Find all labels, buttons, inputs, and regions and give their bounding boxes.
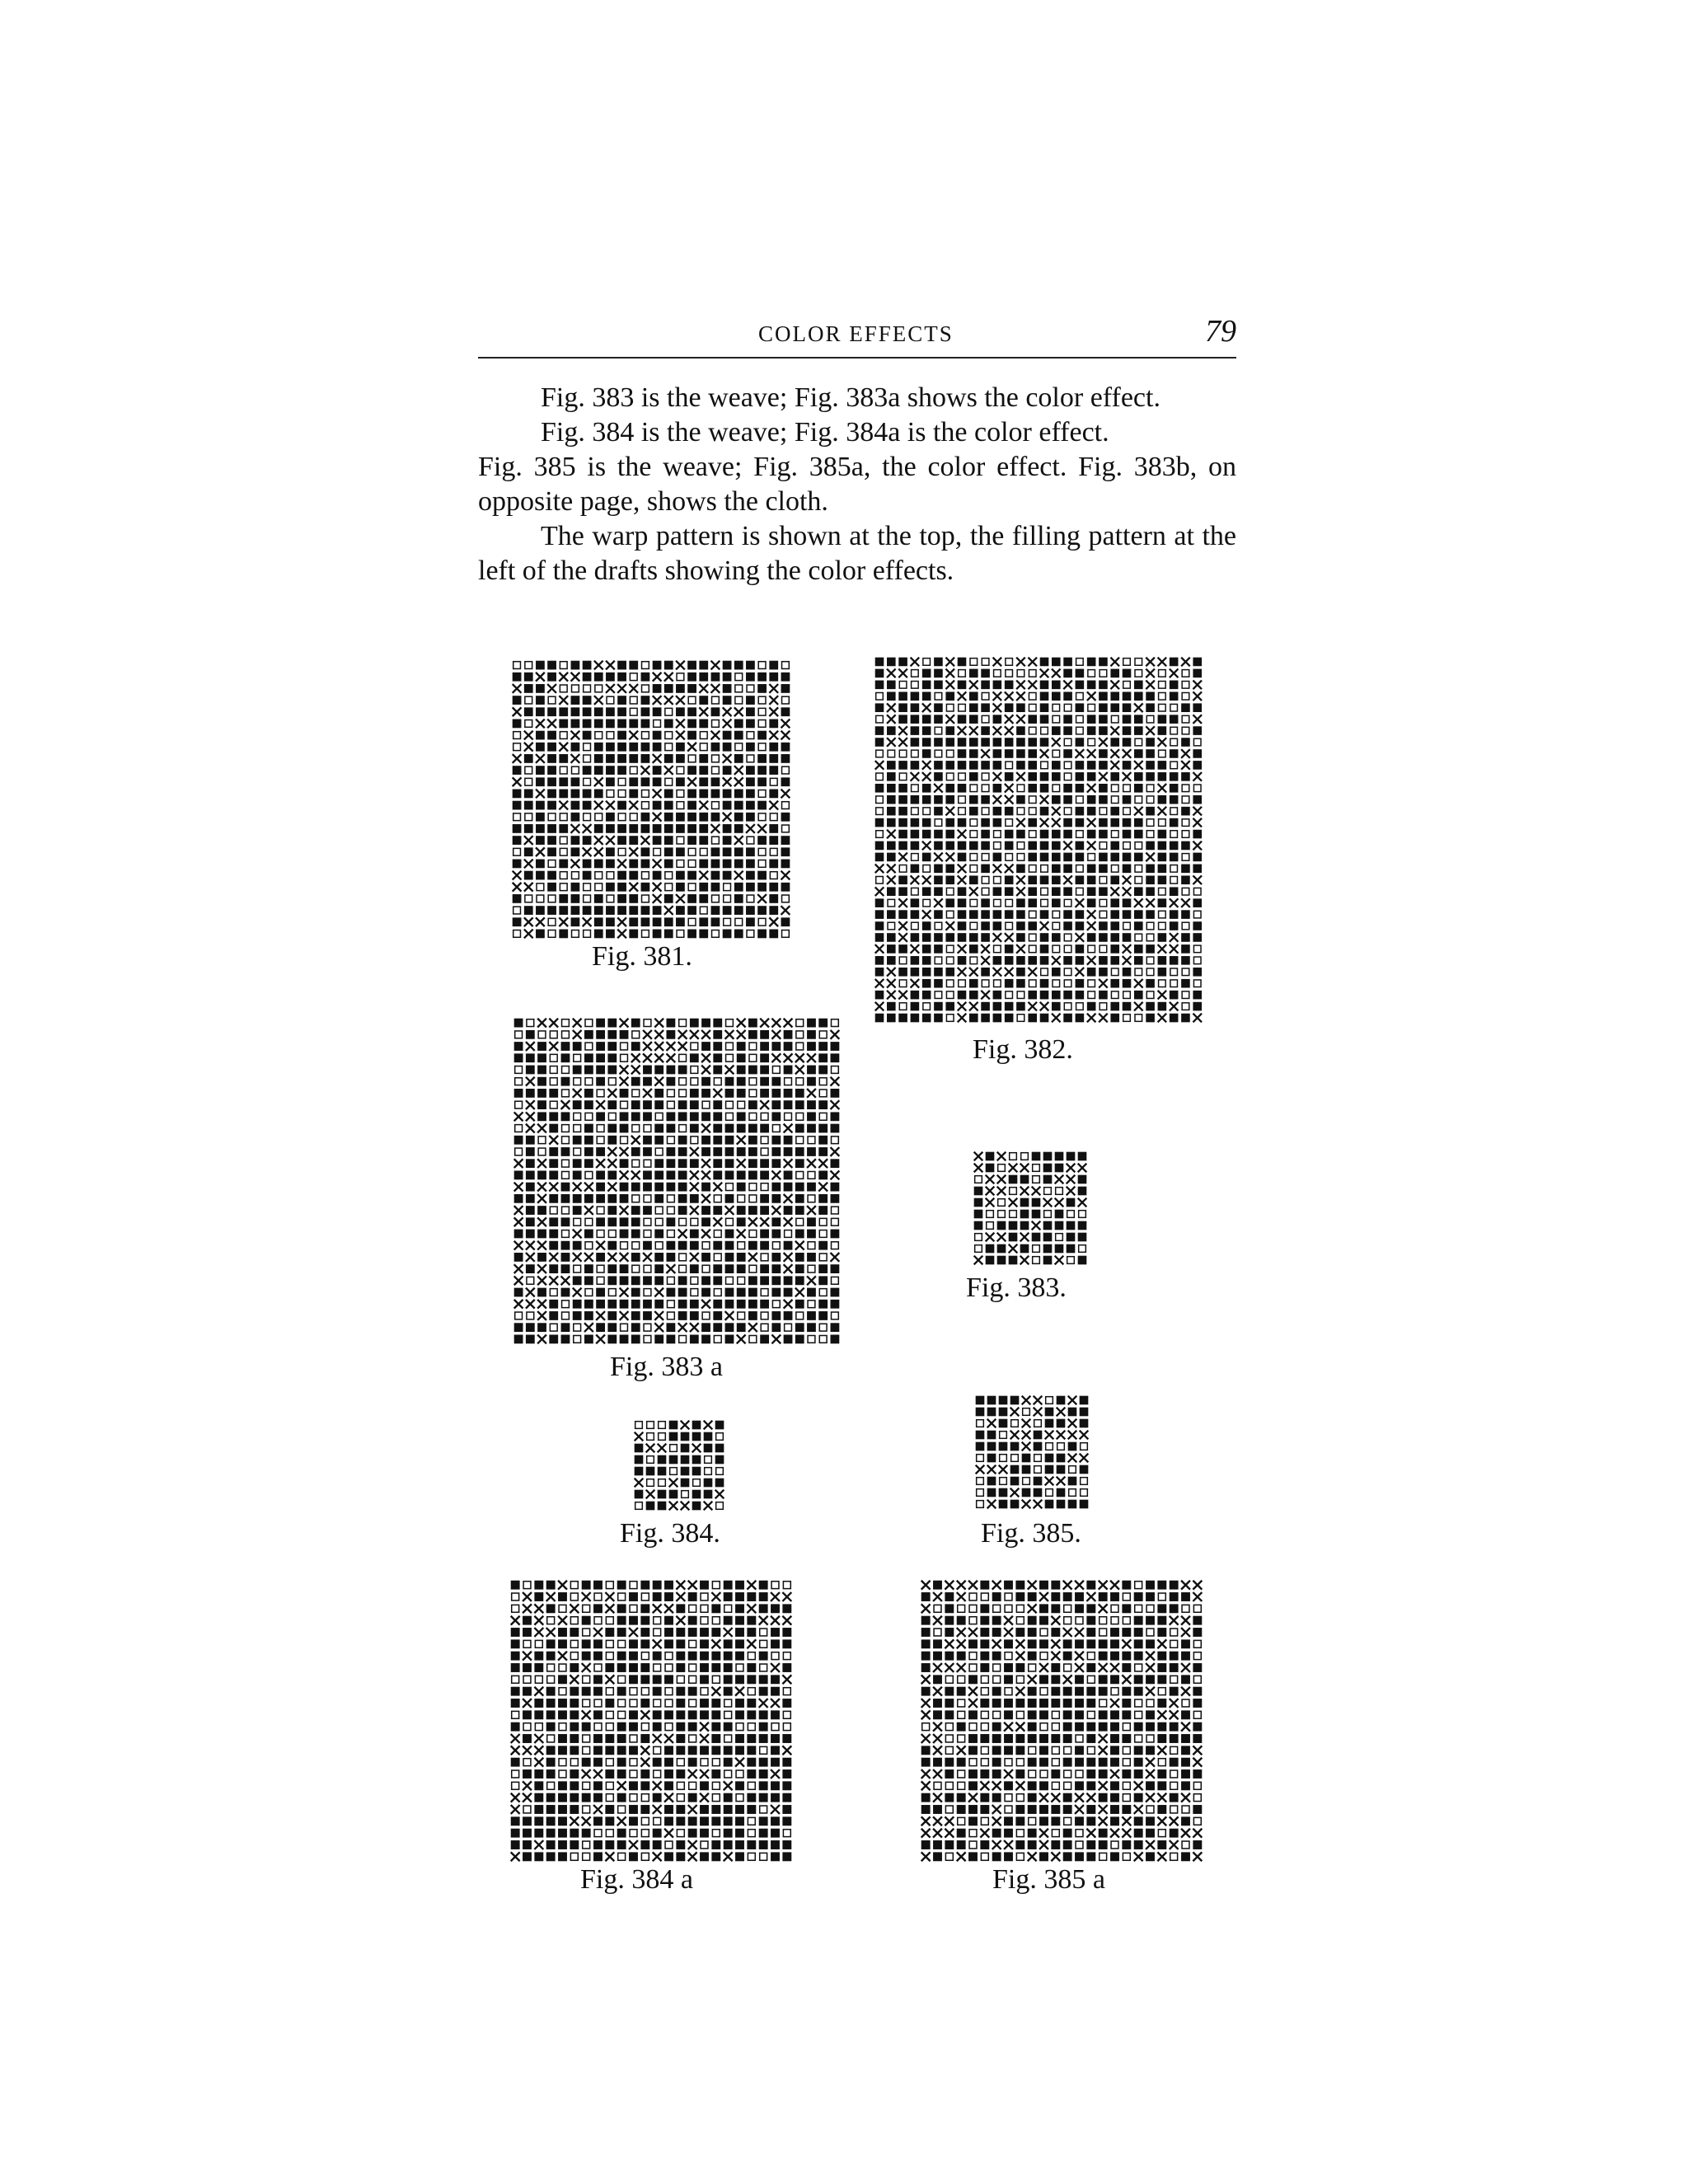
fig384a-grid (509, 1579, 793, 1863)
caption-fig-382: Fig. 382. (973, 1034, 1073, 1065)
caption-fig-381: Fig. 381. (592, 941, 692, 972)
paragraph-3: Fig. 385 is the weave; Fig. 385a, the color effect. Fig. 383b, on opposite page, shows the cloth. (478, 452, 1236, 517)
caption-fig-384: Fig. 384. (620, 1518, 720, 1549)
figure-384a (509, 1579, 793, 1863)
figure-382 (874, 656, 1203, 1024)
figure-385 (974, 1394, 1090, 1510)
caption-fig-383: Fig. 383. (966, 1272, 1067, 1303)
page-header (478, 313, 1236, 354)
fig385-grid (974, 1394, 1090, 1510)
fig383a-grid (513, 1017, 841, 1345)
fig382-grid (874, 656, 1203, 1024)
page-number: 79 (1205, 314, 1236, 349)
figure-381 (511, 659, 791, 940)
body-text (478, 381, 1236, 588)
figure-383a (513, 1017, 841, 1345)
paragraph-2: Fig. 384 is the weave; Fig. 384a is the color effect. (541, 417, 1109, 448)
header-rule (478, 357, 1236, 359)
caption-fig-383a: Fig. 383 a (610, 1352, 723, 1382)
running-title: COLOR EFFECTS (758, 321, 954, 346)
paragraph-4: The warp pattern is shown at the top, the filling pattern at the left of the drafts showing the color effects. (478, 521, 1236, 586)
caption-fig-385a: Fig. 385 a (992, 1864, 1105, 1895)
caption-fig-384a: Fig. 384 a (580, 1864, 693, 1895)
figure-383 (973, 1151, 1088, 1266)
figure-385a (920, 1579, 1203, 1863)
caption-fig-385: Fig. 385. (981, 1518, 1081, 1549)
paragraph-1: Fig. 383 is the weave; Fig. 383a shows the color effect. (541, 382, 1160, 413)
fig381-grid (511, 659, 791, 940)
fig385a-grid (920, 1579, 1203, 1863)
fig383-grid (973, 1151, 1088, 1266)
fig384-grid (633, 1419, 725, 1511)
figure-384 (633, 1419, 725, 1511)
